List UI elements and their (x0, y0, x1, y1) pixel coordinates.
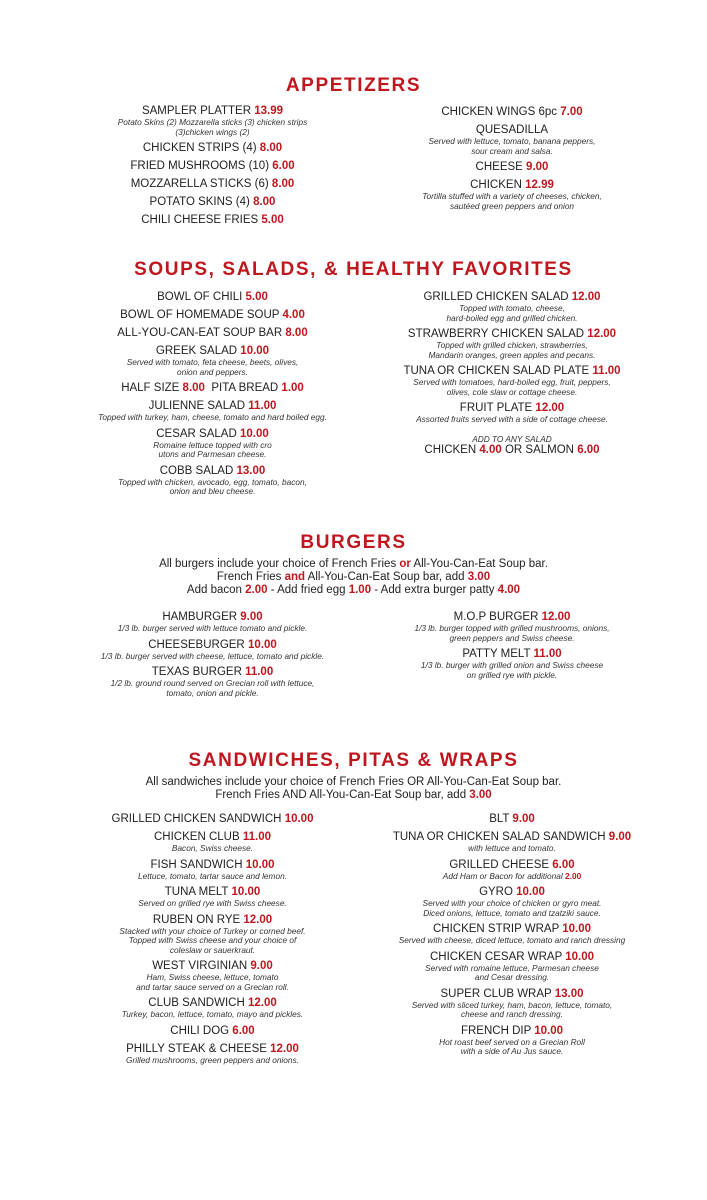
menu-item-name: CHILI DOG (170, 1024, 230, 1037)
menu-item-name: FRUIT PLATE (459, 402, 533, 414)
menu-item-name: MOZZARELLA STICKS (6) (130, 178, 269, 190)
menu-item-description: Served with sliced turkey, ham, bacon, lettuce, tomato, (411, 999, 613, 1010)
menu-item-price: 12.00 (243, 913, 273, 926)
menu-item-name: M.O.P BURGER (453, 611, 539, 623)
menu-item-chicken-club (40, 831, 385, 854)
menu-item-price: 1.00 (281, 382, 304, 394)
addon-salmon-price: 6.00 (577, 443, 600, 456)
menu-item-price: 13.00 (554, 987, 584, 1000)
menu-item-price: 11.00 (242, 831, 271, 843)
menu-item-name: CHICKEN (470, 179, 522, 191)
menu-item-name: SAMPLER PLATTER (141, 105, 252, 117)
menu-item-price: 10.00 (247, 638, 277, 651)
menu-item-description: and Cesar dressing. (474, 972, 550, 982)
menu-item-price: 12.00 (541, 611, 571, 623)
menu-item-tuna-melt (40, 886, 385, 909)
menu-item-price: 11.00 (592, 365, 621, 377)
menu-item-description: Romaine lettuce topped with cro (153, 439, 272, 450)
menu-item-name: RUBEN ON RYE (152, 913, 241, 926)
menu-item-sampler-platter (40, 105, 385, 137)
menu-item-description: 1/3 lb. burger topped with grilled mushrooms, onions, (414, 623, 610, 633)
menu-item-description: Diced onions, lettuce, tomato and tzatziki sauce. (423, 907, 601, 918)
menu-item-name: HALF SIZE (121, 382, 180, 394)
menu-item-name: PHILLY STEAK & CHEESE (126, 1042, 267, 1055)
menu-item-name: BOWL OF HOMEMADE SOUP (120, 309, 280, 321)
menu-item-description: Lettuce, tomato, tartar sauce and lemon. (138, 870, 287, 881)
menu-item-quesadilla (362, 124, 662, 156)
menu-item-description: sautéed green peppers and onion (449, 200, 575, 211)
menu-item-half-size (40, 382, 385, 395)
menu-item-description: Bacon, Swiss cheese. (171, 843, 254, 853)
menu-item-price: 10.00 (516, 886, 545, 898)
menu-item-patty-melt (362, 648, 662, 680)
menu-item-price: 10.00 (245, 858, 275, 871)
menu-item-name: BOWL OF CHILI (157, 291, 243, 303)
menu-item-name: CHICKEN STRIP WRAP (432, 923, 560, 935)
menu-item-chili-cheese-fries (40, 214, 385, 227)
menu-item-price: 13.99 (254, 105, 284, 117)
menu-item-club-sandwich (40, 997, 385, 1020)
menu-item-price: 6.00 (232, 1024, 255, 1037)
soups-title: SOUPS, SALADS, & HEALTHY FAVORITES (134, 259, 573, 280)
menu-item-description: with a side of Au Jus sauce. (460, 1046, 564, 1056)
menu-item-price: 12.00 (587, 328, 617, 340)
menu-item-description: Tortilla stuffed with a variety of cheeses, chicken, (422, 191, 602, 201)
menu-item-price: 9.00 (512, 813, 535, 825)
burgers-intro-line2: French Fries and All-You-Can-Eat Soup bar, add 3.00 (216, 571, 491, 583)
salad-addon (362, 434, 662, 457)
menu-item-cobb-salad (40, 465, 385, 497)
menu-item-description: Served with tomatoes, hard-boiled egg, fruit, peppers, (413, 377, 611, 387)
menu-item-description: Grilled mushrooms, green peppers and onions. (126, 1054, 299, 1065)
menu-item-description: 1/3 lb. burger served with lettuce tomato and pickle. (117, 623, 308, 633)
menu-item-name: FRIED MUSHROOMS (10) (130, 160, 270, 172)
menu-item-name: PITA BREAD (204, 382, 279, 394)
menu-item-price: 6.00 (552, 858, 575, 871)
menu-item-name: STRAWBERRY CHICKEN SALAD (407, 328, 585, 340)
menu-item-name: HAMBURGER (162, 611, 238, 623)
menu-item-chicken-cesar-wrap (362, 951, 662, 983)
menu-item-description: Served with romaine lettuce, Parmesan cheese (425, 962, 599, 973)
menu-item-name: COBB SALAD (159, 464, 234, 477)
menu-item-description: Served with cheese, diced lettuce, tomato and ranch dressing (398, 935, 626, 945)
burgers-title: BURGERS (300, 532, 407, 553)
appetizers-right-column (362, 106, 662, 216)
sandwiches-right-column (362, 813, 662, 1062)
menu-item-description: Mandarin oranges, green apples and pecans. (428, 349, 596, 360)
menu-item-description: Topped with grilled chicken, strawberries, (436, 340, 588, 350)
addon-chicken: CHICKEN (424, 443, 477, 456)
menu-item-all-you-can-eat-soup-bar (40, 327, 385, 340)
burgers-right-column (362, 611, 662, 685)
sandwiches-intro (0, 776, 707, 802)
menu-item-price: 8.00 (259, 142, 283, 154)
menu-item-price: 10.00 (284, 813, 314, 825)
menu-item-potato-skins-4 (40, 196, 385, 209)
menu-item-super-club-wrap (362, 988, 662, 1020)
soups-right-list (362, 291, 662, 425)
sandwiches-title: SANDWICHES, PITAS & WRAPS (188, 750, 519, 771)
menu-item-price: 12.99 (525, 179, 554, 191)
menu-item-price: 10.00 (534, 1024, 564, 1037)
menu-item-name: GRILLED CHICKEN SANDWICH (111, 813, 282, 825)
menu-item-name: CHILI CHEESE FRIES (141, 214, 259, 226)
menu-item-price: 5.00 (245, 291, 268, 303)
menu-item-name: QUESADILLA (475, 124, 549, 136)
salad-addon-label: ADD TO ANY SALAD (472, 433, 552, 444)
menu-item-fried-mushrooms-10 (40, 160, 385, 173)
menu-item-description: onion and bleu cheese. (169, 486, 256, 496)
menu-item-name: TUNA MELT (164, 886, 229, 898)
burgers-intro-line1: All burgers include your choice of French Fries or All-You-Can-Eat Soup bar. (159, 558, 548, 570)
menu-item-description: Add Ham or Bacon for additional 2.00 (442, 870, 582, 881)
burgers-intro (0, 558, 707, 597)
menu-item-cesar-salad (40, 428, 385, 460)
menu-item-price: 10.00 (565, 950, 595, 963)
addon-chicken-price: 4.00 (479, 443, 502, 456)
menu-item-chicken-wings-6pc (362, 106, 662, 119)
menu-item-description: (3)chicken wings (2) (175, 126, 250, 137)
menu-item-name: CHICKEN CESAR WRAP (429, 950, 563, 963)
menu-item-name: GREEK SALAD (155, 345, 238, 357)
menu-item-price: 9.00 (608, 831, 632, 843)
menu-item-price: 13.00 (236, 464, 266, 477)
menu-item-french-dip (362, 1025, 662, 1057)
menu-item-description: Ham, Swiss cheese, lettuce, tomato (146, 972, 279, 982)
sandwiches-intro-line2: French Fries AND All-You-Can-Eat Soup bar, add 3.00 (215, 789, 492, 801)
menu-item-name: ALL-YOU-CAN-EAT SOUP BAR (117, 327, 283, 339)
menu-item-description: Topped with tomato, cheese, (459, 303, 565, 313)
menu-item-description: tomato, onion and pickle. (166, 687, 259, 698)
menu-item-description: on grilled rye with pickle. (466, 669, 558, 680)
menu-item-description: onion and peppers. (176, 366, 249, 377)
menu-item-name: JULIENNE SALAD (148, 400, 246, 412)
menu-item-price: 5.00 (261, 214, 284, 226)
menu-item-blt (362, 813, 662, 826)
menu-item-description: cheese and ranch dressing. (461, 1009, 563, 1019)
menu-item-description: Hot roast beef served on a Grecian Roll (439, 1036, 585, 1047)
menu-item-price: 10.00 (562, 923, 592, 935)
menu-item-name: FRENCH DIP (460, 1024, 532, 1037)
menu-item-name: CHEESE (475, 161, 523, 173)
menu-item-description: hard-boiled egg and grilled chicken. (446, 312, 578, 323)
menu-item-description: utons and Parmesan cheese. (158, 449, 267, 459)
menu-item-price: 12.00 (270, 1042, 299, 1055)
menu-item-chicken-strip-wrap (362, 923, 662, 946)
menu-item-description: Topped with turkey, ham, cheese, tomato and hard boiled egg. (98, 412, 327, 422)
menu-item-name: CLUB SANDWICH (148, 997, 245, 1009)
menu-item-description: Served on grilled rye with Swiss cheese. (138, 898, 287, 908)
menu-item-description: Served with lettuce, tomato, banana peppers, (428, 136, 596, 146)
menu-item-name: CHICKEN STRIPS (4) (142, 142, 257, 154)
menu-item-description: Topped with Swiss cheese and your choice of (128, 935, 297, 945)
menu-item-price: 8.00 (285, 327, 308, 339)
menu-item-greek-salad (40, 345, 385, 377)
menu-item-julienne-salad (40, 400, 385, 423)
menu-item-price: 7.00 (560, 106, 583, 118)
menu-item-gyro (362, 886, 662, 918)
menu-item-price: 11.00 (533, 648, 562, 660)
menu-item-chicken-strips-4 (40, 142, 385, 155)
menu-item-cheeseburger (40, 639, 385, 662)
menu-item-fruit-plate (362, 402, 662, 425)
menu-item-name: SUPER CLUB WRAP (440, 987, 552, 1000)
menu-item-description: Topped with chicken, avocado, egg, tomato, bacon, (118, 476, 307, 487)
menu-item-texas-burger (40, 666, 385, 698)
addon-salmon: OR SALMON (504, 443, 574, 456)
menu-item-cheese (362, 161, 662, 174)
menu-item-name: WEST VIRGINIAN (152, 960, 248, 972)
menu-item-price: 8.00 (182, 382, 205, 394)
menu-item-description: olives, cole slaw or cottage cheese. (446, 386, 578, 397)
menu-item-description: Turkey, bacon, lettuce, tomato, mayo and pickles. (121, 1009, 304, 1019)
menu-item-description: Assorted fruits served with a side of cottage cheese. (416, 414, 608, 424)
menu-item-price: 4.00 (282, 309, 305, 321)
menu-item-price: 8.00 (271, 178, 295, 190)
menu-item-name: GRILLED CHICKEN SALAD (423, 291, 569, 303)
menu-item-tuna-or-chicken-salad-plate (362, 365, 662, 397)
menu-item-name: TEXAS BURGER (151, 666, 242, 678)
menu-item-price: 11.00 (245, 666, 274, 678)
menu-item-price: 10.00 (239, 427, 269, 440)
menu-item-grilled-chicken-sandwich (40, 813, 385, 826)
menu-item-grilled-chicken-salad (362, 291, 662, 323)
menu-item-name: GRILLED CHEESE (449, 858, 550, 871)
menu-item-name: TUNA OR CHICKEN SALAD SANDWICH (392, 831, 606, 843)
menu-item-price: 9.00 (526, 161, 549, 173)
sandwiches-intro-line1: All sandwiches include your choice of French Fries OR All-You-Can-Eat Soup bar. (145, 776, 562, 788)
menu-item-name: POTATO SKINS (4) (149, 196, 250, 208)
menu-item-price: 6.00 (272, 160, 295, 172)
menu-item-description: coleslaw or sauerkraut. (169, 944, 256, 955)
soups-left-column (40, 291, 385, 502)
menu-item-price: 9.00 (250, 960, 273, 972)
menu-item-m-o-p-burger (362, 611, 662, 643)
sandwiches-left-column (40, 813, 385, 1070)
menu-item-addon-price: 2.00 (565, 870, 582, 881)
burgers-left-column (40, 611, 385, 703)
menu-item-price: 12.00 (535, 402, 565, 414)
menu-item-grilled-cheese (362, 859, 662, 882)
menu-item-description: green peppers and Swiss cheese. (449, 632, 575, 643)
menu-item-name: CHEESEBURGER (148, 638, 245, 651)
menu-item-name: PATTY MELT (462, 648, 531, 660)
menu-item-philly-steak-cheese (40, 1043, 385, 1066)
menu-item-description: Stacked with your choice of Turkey or corned beef. (119, 925, 306, 936)
menu-item-price: 12.00 (247, 997, 277, 1009)
menu-item-price: 8.00 (253, 196, 276, 208)
menu-item-mozzarella-sticks-6 (40, 178, 385, 191)
menu-item-ruben-on-rye (40, 914, 385, 956)
menu-item-name: TUNA OR CHICKEN SALAD PLATE (403, 365, 590, 377)
burgers-intro-line3: Add bacon 2.00 - Add fried egg 1.00 - Add extra burger patty 4.00 (186, 584, 521, 596)
menu-item-description: 1/2 lb. ground round served on Grecian roll with lettuce, (110, 678, 315, 688)
menu-item-description: 1/3 lb. burger served with cheese, lettuce, tomato and pickle. (100, 650, 325, 661)
appetizers-left-column (40, 105, 385, 232)
menu-item-fish-sandwich (40, 859, 385, 882)
appetizers-title: APPETIZERS (285, 75, 422, 96)
menu-item-name: FISH SANDWICH (150, 858, 243, 871)
menu-item-price: 11.00 (248, 400, 277, 412)
menu-item-tuna-or-chicken-salad-sandwich (362, 831, 662, 854)
menu-item-description: Served with your choice of chicken or gyro meat. (422, 898, 602, 908)
menu-item-name: BLT (489, 813, 510, 825)
menu-item-chicken (362, 179, 662, 211)
menu-item-price: 10.00 (240, 345, 270, 357)
soups-right-column (362, 291, 662, 462)
menu-item-bowl-of-homemade-soup (40, 309, 385, 322)
menu-item-description: Served with tomato, feta cheese, beets, olives, (126, 357, 299, 367)
menu-item-west-virginian (40, 960, 385, 992)
menu-item-description: 1/3 lb. burger with grilled onion and Swiss cheese (420, 660, 604, 670)
menu-item-description: Potato Skins (2) Mozzarella sticks (3) chicken strips (117, 117, 308, 127)
menu-item-description: sour cream and salsa. (471, 145, 553, 156)
menu-item-name: GYRO (479, 886, 513, 898)
menu-item-description: with lettuce and tomato. (468, 843, 556, 853)
menu-item-price: 9.00 (240, 611, 263, 623)
menu-item-bowl-of-chili (40, 291, 385, 304)
menu-item-name: CESAR SALAD (156, 427, 237, 440)
menu-item-chili-dog (40, 1025, 385, 1038)
menu-item-name: CHICKEN WINGS 6pc (441, 106, 558, 118)
menu-item-price: 12.00 (571, 291, 601, 303)
menu-item-name: CHICKEN CLUB (154, 831, 240, 843)
menu-item-description: and tartar sauce served on a Grecian roll. (136, 981, 289, 992)
menu-item-price: 10.00 (231, 886, 261, 898)
menu-item-hamburger (40, 611, 385, 634)
menu-item-strawberry-chicken-salad (362, 328, 662, 360)
